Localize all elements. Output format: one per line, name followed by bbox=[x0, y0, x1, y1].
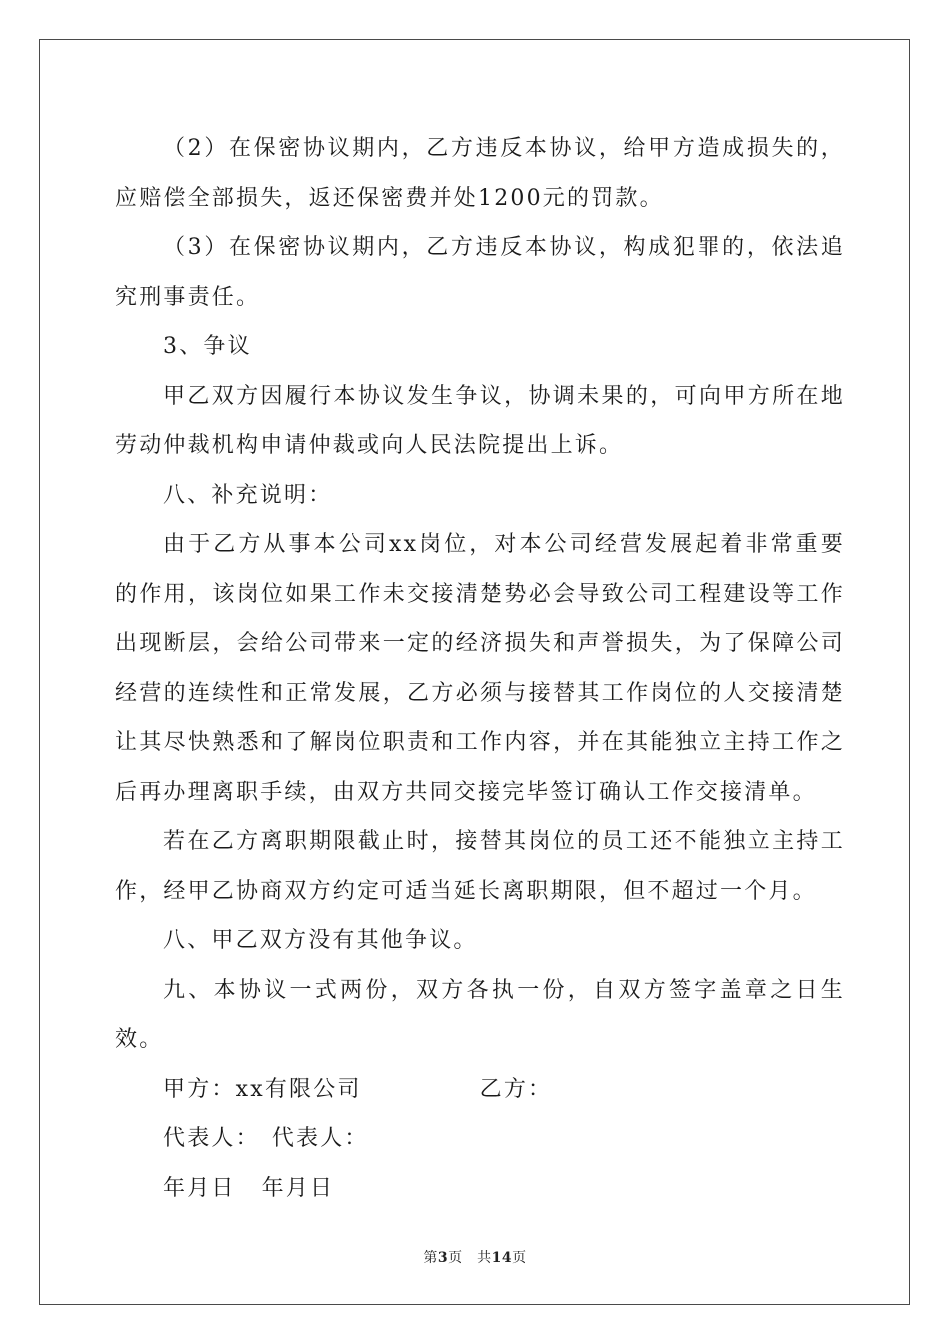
rep-a-label: 代表人： bbox=[163, 1126, 260, 1151]
page-number-footer bbox=[0, 1247, 950, 1267]
date-line bbox=[115, 1164, 845, 1214]
total-page-count: 14 bbox=[491, 1250, 513, 1266]
supplement-paragraph: 由于乙方从事本公司xx岗位，对本公司经营发展起着非常重要的作用，该岗位如果工作未交接清楚势必会导致公司工程建设等工作出现断层，会给公司带来一定的经济损失和声誉损失，为了保障公司经营的连续性和正常发展，乙方必须与接替其工作岗位的人交接清楚让其尽快熟悉和了解岗位职责和工作内容，并在其能独立主持工作之后再办理离职手续，由双方共同交接完毕签订确认工作交接清单。 bbox=[115, 532, 845, 805]
footer-suffix: 页 bbox=[512, 1250, 527, 1266]
current-page-number: 3 bbox=[437, 1250, 449, 1266]
clause-2-paragraph: （2）在保密协议期内，乙方违反本协议，给甲方造成损失的，应赔偿全部损失，返还保密费并处1200元的罚款。 bbox=[115, 136, 845, 211]
footer-prefix: 第 bbox=[423, 1250, 438, 1266]
clause-3-paragraph: （3）在保密协议期内，乙方违反本协议，构成犯罪的，依法追究刑事责任。 bbox=[115, 235, 845, 310]
document-body bbox=[115, 124, 845, 1213]
rep-b-label: 代表人： bbox=[271, 1126, 369, 1151]
representative-line bbox=[115, 1114, 845, 1164]
dispute-heading: 3、争议 bbox=[163, 334, 252, 359]
date-a-label: 年月日 bbox=[163, 1175, 236, 1201]
party-line bbox=[115, 1065, 845, 1115]
extension-paragraph: 若在乙方离职期限截止时，接替其岗位的员工还不能独立主持工作，经甲乙协商双方约定可适当延长离职期限，但不超过一个月。 bbox=[115, 829, 845, 904]
no-dispute-paragraph: 八、甲乙双方没有其他争议。 bbox=[163, 928, 478, 953]
copies-paragraph: 九、本协议一式两份，双方各执一份，自双方签字盖章之日生效。 bbox=[115, 977, 845, 1052]
party-b-label: 乙方： bbox=[479, 1076, 553, 1102]
date-b-label: 年月日 bbox=[261, 1175, 335, 1201]
footer-middle: 页 共 bbox=[448, 1250, 492, 1266]
supplement-heading: 八、补充说明： bbox=[163, 482, 333, 508]
dispute-paragraph: 甲乙双方因履行本协议发生争议，协调未果的，可向甲方所在地劳动仲裁机构申请仲裁或向人民法院提出上诉。 bbox=[115, 383, 845, 458]
party-a-label: 甲方：xx有限公司 bbox=[163, 1076, 362, 1102]
